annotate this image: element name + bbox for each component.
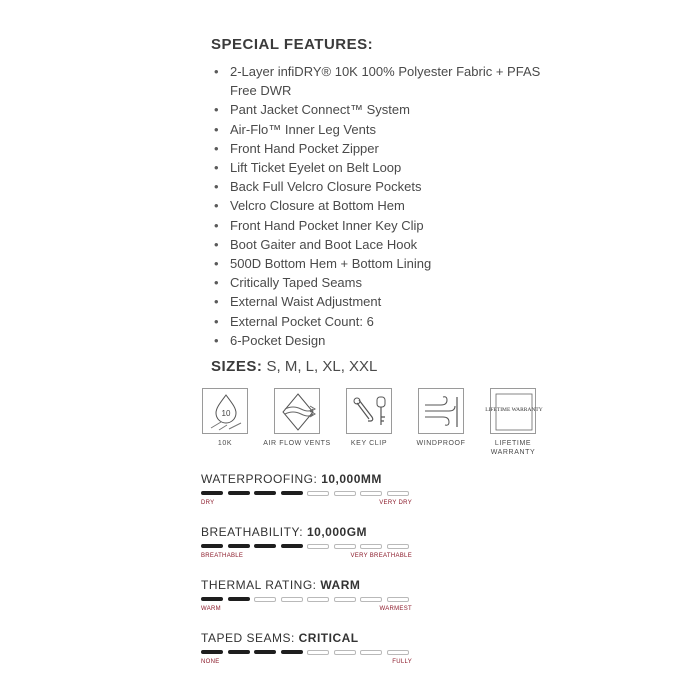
sizes-values: S, M, L, XL, XXL xyxy=(266,358,378,375)
rating-breathability xyxy=(201,525,416,561)
feature-item: • Lift Ticket Eyelet on Belt Loop xyxy=(214,158,544,177)
feature-item: • 2-Layer infiDRY® 10K 100% Polyester Fabric + PFAS Free DWR xyxy=(214,62,544,100)
rating-segment-filled xyxy=(281,544,303,548)
rating-title xyxy=(201,631,416,645)
rating-segment-filled xyxy=(228,597,250,601)
rating-max-label: WARMEST xyxy=(379,606,412,612)
rating-max-label: VERY BREATHABLE xyxy=(350,553,412,559)
rating-scale xyxy=(201,500,416,508)
feature-icons-row xyxy=(190,388,543,463)
rating-waterproofing xyxy=(201,472,416,508)
rating-thermal xyxy=(201,578,416,614)
icon-tile-windproof xyxy=(406,388,476,448)
rating-segment-filled xyxy=(201,491,223,495)
icon-tile-air-flow xyxy=(262,388,332,448)
icon-tile-10k xyxy=(190,388,260,448)
rating-label: BREATHABILITY: xyxy=(201,525,304,539)
rating-segment-empty xyxy=(360,544,382,549)
air-flow-vents-icon xyxy=(274,388,320,434)
rating-min-label: NONE xyxy=(201,659,220,665)
icon-caption-10k: 10K xyxy=(217,440,233,447)
feature-item: • Front Hand Pocket Zipper xyxy=(214,139,544,158)
rating-segment-empty xyxy=(360,650,382,655)
rating-segment-empty xyxy=(360,491,382,496)
rating-segment-filled xyxy=(254,491,276,495)
feature-item: • 500D Bottom Hem + Bottom Lining xyxy=(214,254,544,273)
rating-title xyxy=(201,578,416,592)
rating-bar xyxy=(201,544,416,549)
rating-bar xyxy=(201,597,416,602)
rating-label: THERMAL RATING: xyxy=(201,578,317,592)
rating-segment-empty xyxy=(334,491,356,496)
key-clip-icon xyxy=(346,388,392,434)
icon-caption-windproof: WINDPROOF xyxy=(416,440,466,447)
feature-item: • Air-Flo™ Inner Leg Vents xyxy=(214,120,544,139)
feature-item: • Velcro Closure at Bottom Hem xyxy=(214,196,544,215)
special-features-heading: SPECIAL FEATURES: xyxy=(211,36,374,53)
icon-caption-key-clip: KEY CLIP xyxy=(350,440,388,447)
feature-item: • External Waist Adjustment xyxy=(214,292,544,311)
rating-segment-filled xyxy=(228,544,250,548)
feature-item: • Back Full Velcro Closure Pockets xyxy=(214,177,544,196)
feature-item: • Pant Jacket Connect™ System xyxy=(214,100,544,119)
rating-segment-filled xyxy=(281,650,303,654)
windproof-icon xyxy=(418,388,464,434)
rating-segment-empty xyxy=(360,597,382,602)
rating-taped-seams xyxy=(201,631,416,667)
waterproof-icon-number: 10 xyxy=(221,409,231,418)
rating-segment-empty xyxy=(281,597,303,602)
rating-label: TAPED SEAMS: xyxy=(201,631,295,645)
rating-title xyxy=(201,525,416,539)
rating-segment-filled xyxy=(281,491,303,495)
rating-segment-empty xyxy=(334,544,356,549)
rating-segment-filled xyxy=(201,544,223,548)
rating-label: WATERPROOFING: xyxy=(201,472,318,486)
sizes-label: SIZES: xyxy=(211,358,263,375)
waterproof-10k-icon xyxy=(202,388,248,434)
rating-segment-filled xyxy=(201,650,223,654)
icon-caption-lifetime-warranty: LIFETIME WARRANTY xyxy=(490,440,536,456)
rating-min-label: BREATHABLE xyxy=(201,553,244,559)
rating-min-label: DRY xyxy=(201,500,215,506)
feature-item: • External Pocket Count: 6 xyxy=(214,312,544,331)
rating-max-label: VERY DRY xyxy=(379,500,412,506)
rating-segment-empty xyxy=(307,491,329,496)
rating-segment-empty xyxy=(387,544,409,549)
rating-value: WARM xyxy=(320,578,361,592)
rating-segment-empty xyxy=(334,650,356,655)
rating-segment-filled xyxy=(201,597,223,601)
rating-segment-empty xyxy=(387,597,409,602)
features-list xyxy=(214,62,544,350)
rating-min-label: WARM xyxy=(201,606,221,612)
rating-segment-empty xyxy=(387,491,409,496)
rating-scale xyxy=(201,553,416,561)
warranty-badge-text: LIFETIME WARRANTY xyxy=(485,407,543,413)
rating-value: 10,000GM xyxy=(306,525,368,539)
rating-segment-filled xyxy=(254,650,276,654)
rating-bar xyxy=(201,650,416,655)
sizes-line xyxy=(211,358,377,375)
icon-caption-air-flow: AIR FLOW VENTS xyxy=(263,440,331,447)
rating-segment-empty xyxy=(387,650,409,655)
icon-tile-key-clip xyxy=(334,388,404,448)
rating-max-label: FULLY xyxy=(392,659,412,665)
rating-scale xyxy=(201,606,416,614)
rating-bar xyxy=(201,491,416,496)
rating-segment-empty xyxy=(334,597,356,602)
rating-value: 10,000MM xyxy=(321,472,382,486)
rating-segment-empty xyxy=(254,597,276,602)
feature-item: • Critically Taped Seams xyxy=(214,273,544,292)
rating-segment-empty xyxy=(307,597,329,602)
rating-segment-filled xyxy=(228,650,250,654)
rating-value: CRITICAL xyxy=(298,631,359,645)
feature-item: • 6-Pocket Design xyxy=(214,331,544,350)
feature-item: • Front Hand Pocket Inner Key Clip xyxy=(214,216,544,235)
rating-segment-filled xyxy=(228,491,250,495)
rating-scale xyxy=(201,659,416,667)
icon-tile-lifetime-warranty xyxy=(478,388,548,457)
rating-title xyxy=(201,472,416,486)
rating-segment-empty xyxy=(307,544,329,549)
rating-segment-empty xyxy=(307,650,329,655)
lifetime-warranty-icon xyxy=(485,388,543,434)
rating-segment-filled xyxy=(254,544,276,548)
feature-item: • Boot Gaiter and Boot Lace Hook xyxy=(214,235,544,254)
